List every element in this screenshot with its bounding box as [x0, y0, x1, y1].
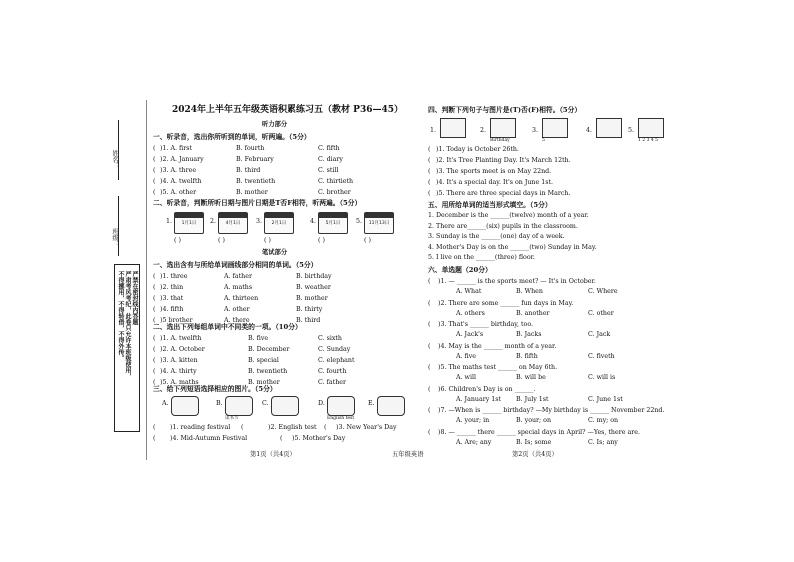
section-1-heading: 一、听录音，选出你所听到的单词，听两遍。（5分）: [153, 133, 311, 141]
page2-footer: 第2页（共4页）: [512, 451, 558, 458]
s6-picture-4: [596, 118, 622, 138]
seal-line: [146, 100, 147, 460]
notice-line-3: 不得挪用，不得转借，不得外传。: [117, 271, 124, 361]
s4-row-2-col-1: (: [153, 346, 156, 353]
s4-row-1-col-2: )1. A. twelfth: [160, 335, 202, 342]
s2-num-4: 4.: [310, 218, 317, 225]
class-blank-line: [118, 196, 119, 256]
s6-pic-num-2: 2.: [480, 127, 487, 134]
s8-q4-option-1: A. five: [456, 352, 477, 360]
s4-row-2-col-2: )2. A. October: [160, 346, 205, 353]
s8-q1-option-1: A. What: [456, 288, 482, 295]
s6-pic-num-1: 1.: [430, 127, 437, 134]
s5-row2-paren-2: (: [280, 435, 283, 442]
page1-footer-right: 五年级英语: [392, 451, 424, 458]
s6-paren-2: (: [428, 157, 431, 164]
s3-row-2-col-1: (: [153, 284, 156, 291]
s6-paren-5: (: [428, 190, 431, 197]
s4-row-5-col-3: B. mother: [248, 379, 280, 386]
s8-paren-7: (: [428, 407, 431, 414]
s6-pic-num-5: 5.: [628, 127, 635, 134]
s8-q5-option-3: C. will is: [588, 374, 616, 381]
s5-pic-letter-5: E.: [368, 400, 375, 407]
s8-q3-option-1: A. Jack's: [456, 331, 484, 338]
s2-calendar-image-5: [364, 212, 394, 234]
s8-question-3: )3. That's ______ birthday, too.: [438, 321, 534, 328]
s8-q6-option-3: C. June 1st: [588, 395, 623, 403]
s5-picture-5: [377, 396, 405, 416]
s5-picture-label-4: English test: [327, 416, 355, 421]
s2-calendar-date-5: 11月13日: [368, 221, 390, 226]
s3-row-4-col-3: A. other: [224, 306, 250, 313]
page1-footer: 第1页（共4页）: [250, 451, 296, 458]
section-8-heading: 六、单选题（20分）: [428, 266, 492, 274]
s5-pic-letter-4: D.: [318, 400, 325, 407]
s2-calendar-image-2: [218, 212, 248, 234]
s6-pic-num-4: 4.: [586, 127, 593, 134]
s1-row-2-col-1: (: [153, 156, 156, 163]
s3-row-1-col-2: )1. three: [160, 273, 188, 280]
s1-row-1-col-2: )1. A. first: [160, 145, 192, 152]
s1-row-1-col-1: (: [153, 145, 156, 152]
s1-row-4-col-3: B. twentieth: [236, 178, 276, 185]
s5-row1-paren-1: (: [153, 424, 156, 431]
s5-row2-item-2: )5. Mother's Day: [292, 435, 346, 442]
s6-paren-3: (: [428, 168, 431, 175]
s4-row-5-col-1: (: [153, 379, 156, 386]
s4-row-3-col-1: (: [153, 357, 156, 364]
s3-row-5-col-1: (: [153, 317, 156, 324]
s6-sentence-2: )2. It's Tree Planting Day. It's March 12th.: [436, 157, 571, 164]
s2-calendar-date-1: 1月1日: [181, 221, 197, 226]
s1-row-4-col-4: C. thirtieth: [318, 178, 354, 185]
s1-row-5-col-2: )5. A. other: [160, 189, 197, 196]
s6-paren-1: (: [428, 146, 431, 153]
s8-question-7: )7. —When is ______ birthday? —My birthday is ______ November 22nd.: [438, 407, 665, 414]
s8-q1-option-2: B. When: [516, 288, 543, 295]
s6-paren-4: (: [428, 179, 431, 186]
s2-answer-blank-4: ( ): [318, 237, 325, 244]
s1-row-5-col-1: (: [153, 189, 156, 196]
s1-row-2-col-4: C. diary: [318, 156, 343, 163]
s8-q7-option-2: B. your; on: [516, 417, 552, 424]
notice-line-2: 严肃考风考纪，此卷只允许本班级使用，: [124, 271, 131, 379]
s4-row-2-col-3: B. December: [248, 346, 290, 353]
s4-row-1-col-1: (: [153, 335, 156, 342]
s5-pic-letter-3: C.: [262, 400, 269, 407]
s8-paren-8: (: [428, 428, 431, 436]
s2-calendar-date-2: 4月1日: [225, 221, 241, 226]
s1-row-4-col-2: )4. A. twelfth: [160, 178, 202, 185]
s8-q5-option-1: A. will: [456, 374, 476, 381]
s2-answer-blank-3: ( ): [264, 237, 271, 244]
s8-paren-2: (: [428, 299, 431, 307]
s4-row-3-col-3: B. special: [248, 357, 279, 364]
s3-row-3-col-3: A. thirteen: [224, 295, 259, 302]
s3-row-5-col-4: B. third: [296, 317, 321, 324]
s2-calendar-image-3: [264, 212, 294, 234]
s6-picture-2: [490, 118, 516, 138]
s4-row-1-col-4: C. sixth: [318, 335, 342, 342]
s1-row-3-col-2: )3. A. three: [160, 167, 197, 174]
s8-q2-option-3: C. other: [588, 309, 614, 317]
s2-num-2: 2.: [210, 218, 217, 225]
s5-row2-paren-1: (: [153, 435, 156, 442]
section-5-heading: 三、给下列短语选择相应的图片。（5分）: [153, 385, 277, 393]
s8-q4-option-3: C. fiveth: [588, 352, 615, 360]
s8-q2-option-1: A. others: [456, 309, 485, 317]
s3-row-3-col-1: (: [153, 295, 156, 302]
s8-q8-option-3: C. Is; any: [588, 438, 618, 446]
s5-row1-item-2: )2. English test: [268, 424, 317, 431]
s8-paren-5: (: [428, 364, 431, 371]
s5-row1-paren-2: (: [241, 424, 244, 431]
s8-q5-option-2: B. will be: [516, 374, 546, 381]
s8-q7-option-1: A. your; in: [456, 417, 490, 424]
s4-row-3-col-2: )3. A. kitten: [160, 357, 198, 364]
section-7-heading: 五、用所给单词的适当形式填空。（5分）: [428, 201, 552, 209]
s7-item-3: 3. Sunday is the ______(one) day of a week.: [428, 233, 565, 240]
s6-picture-5: [638, 118, 664, 138]
s3-row-2-col-3: A. maths: [224, 284, 253, 291]
s5-picture-1: [171, 396, 199, 416]
written-heading: 笔试部分: [262, 249, 288, 256]
s1-row-2-col-3: B. February: [236, 156, 274, 163]
s2-calendar-date-3: 2月1日: [271, 221, 287, 226]
s3-row-5-col-2: )5 brother: [160, 317, 193, 324]
class-label: 班级：: [111, 228, 118, 247]
s8-q2-option-2: B. another: [516, 309, 550, 317]
s8-q6-option-1: A. January 1st: [456, 395, 502, 403]
s7-item-4: 4. Mother's Day is on the ______(two) Sunday in May.: [428, 243, 597, 251]
s7-item-1: 1. December is the ______(twelve) month of a year.: [428, 212, 589, 219]
s2-answer-blank-1: ( ): [174, 237, 181, 244]
s5-picture-4: [327, 396, 355, 416]
s7-item-5: 5. I live on the ______(three) floor.: [428, 254, 535, 261]
section-4-heading: 二、选出下列每组单词中不同类的一项。（10分）: [153, 323, 302, 331]
s5-row1-paren-3: (: [324, 424, 327, 431]
s8-paren-3: (: [428, 321, 431, 328]
s3-row-3-col-2: )3. that: [160, 295, 184, 302]
s3-row-5-col-3: A. there: [224, 317, 250, 324]
s6-picture-label-3: 5: [542, 138, 545, 143]
s6-sentence-4: )4. It's a special day. It's on June 1st.: [436, 179, 553, 186]
s5-picture-2: [225, 396, 253, 416]
s8-q8-option-2: B. Is; some: [516, 438, 552, 446]
s3-row-4-col-1: (: [153, 306, 156, 313]
s1-row-5-col-3: B. mother: [236, 189, 268, 196]
s7-item-2: 2. There are______(six) pupils in the classroom.: [428, 222, 578, 230]
s1-row-5-col-4: C. brother: [318, 189, 351, 196]
s8-q8-option-1: A. Are; any: [456, 438, 492, 446]
s8-q3-option-3: C. Jack: [588, 331, 611, 338]
s3-row-2-col-4: B. weather: [296, 284, 331, 291]
s8-question-8: )8. — ______ there ______ special days in April? —Yes, there are.: [438, 428, 640, 436]
s8-paren-1: (: [428, 278, 431, 285]
s5-row2-item-1: )4. Mid-Autumn Festival: [170, 435, 248, 442]
section-3-heading: 一、选出含有与所给单词画线部分相同的单词。（5分）: [153, 261, 318, 269]
name-label: 姓名：: [111, 150, 118, 169]
s6-sentence-1: )1. Today is October 26th.: [436, 146, 519, 153]
s6-picture-1: [440, 118, 466, 138]
s1-row-3-col-1: (: [153, 167, 156, 174]
page-title: 2024年上半年五年级英语积累练习五（教材 P36—45）: [172, 105, 403, 115]
s8-question-6: )6. Children's Day is on ______.: [438, 385, 536, 393]
section-6-heading: 四、判断下列句子与图片是(T)否(F)相符。（5分）: [428, 106, 582, 114]
s3-row-2-col-2: )2. thin: [160, 284, 184, 291]
s3-row-1-col-3: A. father: [224, 273, 252, 280]
s1-row-4-col-1: (: [153, 178, 156, 185]
s2-num-1: 1.: [166, 218, 173, 225]
s4-row-1-col-3: B. five: [248, 335, 269, 342]
s5-picture-3: [271, 396, 299, 416]
s5-pic-letter-2: B.: [216, 400, 223, 407]
name-blank-line: [118, 120, 119, 180]
s2-answer-blank-2: ( ): [218, 237, 225, 244]
s3-row-1-col-1: (: [153, 273, 156, 280]
s4-row-2-col-4: C. Sunday: [318, 346, 351, 353]
s2-calendar-date-4: 5月1日: [325, 221, 341, 226]
s1-row-1-col-4: C. fifth: [318, 145, 340, 152]
s3-row-4-col-4: B. thirty: [296, 306, 323, 313]
s8-q3-option-2: B. Jacks: [516, 331, 542, 338]
listening-heading: 听力部分: [262, 121, 288, 128]
s5-picture-label-2: 读书节: [225, 416, 239, 421]
s6-picture-3: [542, 118, 568, 138]
s8-question-4: )4. May is the ______ month of a year.: [438, 342, 557, 350]
s2-num-3: 3.: [256, 218, 263, 225]
s5-row1-item-3: )3. New Year's Day: [336, 424, 397, 431]
s1-row-3-col-4: C. still: [318, 167, 339, 174]
s1-row-1-col-3: B. fourth: [236, 145, 265, 152]
s3-row-1-col-4: B. birthday: [296, 273, 332, 280]
s8-q6-option-2: B. July 1st: [516, 395, 549, 403]
s4-row-5-col-4: C. father: [318, 379, 347, 386]
s6-picture-label-5: 1 2 3 4 5: [638, 138, 659, 143]
s6-picture-label-2: Birthday: [490, 138, 510, 143]
s8-question-1: )1. — ______ is the sports meet? — It's in October.: [438, 278, 596, 285]
s4-row-4-col-4: C. fourth: [318, 368, 347, 375]
exam-notice-box: [114, 264, 140, 432]
notice-line-1: 严禁在密封线内答题: [131, 271, 138, 325]
s8-paren-6: (: [428, 385, 431, 393]
s8-question-2: )2. There are some ______ fun days in May.: [438, 299, 574, 307]
section-2-heading: 二、听录音，判断所听日期与图片日期是T否F相符，听两遍。（5分）: [153, 199, 362, 207]
s8-paren-4: (: [428, 342, 431, 350]
s8-q4-option-2: B. fifth: [516, 352, 538, 360]
s2-num-5: 5.: [356, 218, 363, 225]
s4-row-5-col-2: )5. A. maths: [160, 379, 199, 386]
s4-row-3-col-4: C. elephant: [318, 357, 355, 364]
s5-pic-letter-1: A.: [162, 400, 169, 407]
s4-row-4-col-3: B. twentieth: [248, 368, 288, 375]
s1-row-3-col-3: B. third: [236, 167, 261, 174]
s3-row-4-col-2: )4. fifth: [160, 306, 184, 313]
s6-sentence-3: )3. The sports meet is on May 22nd.: [436, 168, 552, 175]
s2-calendar-image-1: [174, 212, 204, 234]
s1-row-2-col-2: )2. A. January: [160, 156, 204, 163]
s4-row-4-col-2: )4. A. thirty: [160, 368, 197, 375]
s2-answer-blank-5: ( ): [364, 237, 371, 244]
s6-sentence-5: )5. There are three special days in March.: [436, 190, 571, 197]
s3-row-3-col-4: B. mother: [296, 295, 328, 302]
s5-row1-item-1: )1. reading festival: [170, 424, 231, 431]
s2-calendar-image-4: [318, 212, 348, 234]
s8-question-5: )5. The maths test ______ on May 6th.: [438, 364, 558, 371]
s6-pic-num-3: 3.: [532, 127, 539, 134]
s8-q1-option-3: C. Where: [588, 288, 618, 295]
s8-q7-option-3: C. my; on: [588, 417, 619, 424]
s4-row-4-col-1: (: [153, 368, 156, 375]
